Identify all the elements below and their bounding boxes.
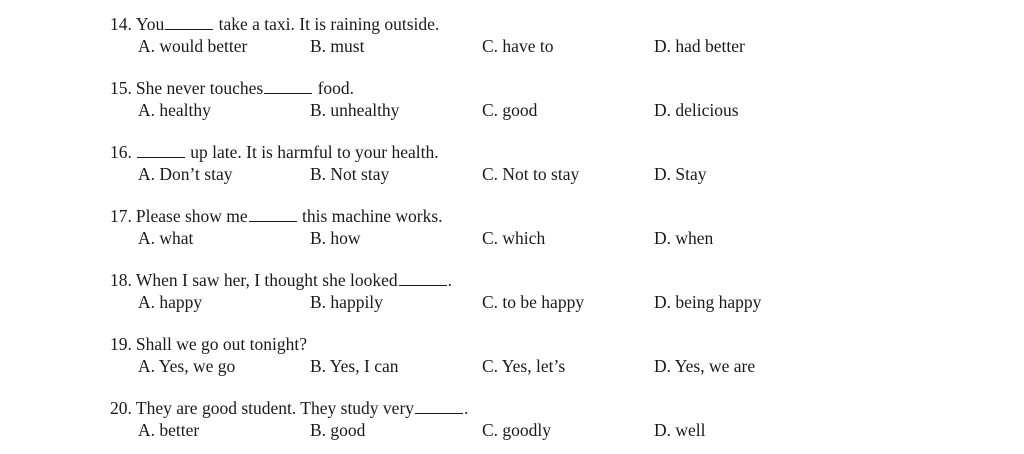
option-a: A. healthy: [138, 100, 211, 120]
stem-before-blank: They are good student. They study very: [135, 398, 415, 418]
option-d: D. delicious: [654, 100, 739, 120]
option-a: A. better: [138, 420, 200, 440]
option-c: C. goodly: [482, 420, 552, 440]
question-number: 20.: [110, 398, 132, 418]
question-stem: [110, 205, 443, 227]
stem-after-blank: this machine works.: [302, 206, 443, 226]
stem-before-blank: When I saw her, I thought she looked: [135, 270, 398, 290]
option-c: C. Not to stay: [482, 164, 580, 184]
question-15: [0, 77, 1024, 127]
option-b: B. must: [310, 36, 365, 56]
question-number: 17.: [110, 206, 132, 226]
stem-before-blank: Please show me: [135, 206, 248, 226]
option-b: B. unhealthy: [310, 100, 400, 120]
option-d: D. being happy: [654, 292, 762, 312]
option-a: A. Don’t stay: [138, 164, 233, 184]
answer-options: [0, 163, 1024, 187]
stem-after-blank: take a taxi. It is raining outside.: [218, 14, 440, 34]
answer-blank: [399, 269, 447, 286]
stem-before-blank: She never touches: [135, 78, 264, 98]
stem-text: Shall we go out tonight?: [135, 334, 307, 354]
question-stem: [110, 269, 452, 291]
answer-options: [0, 35, 1024, 59]
answer-blank: [165, 13, 213, 30]
question-number: 14.: [110, 14, 132, 34]
option-d: D. had better: [654, 36, 745, 56]
option-a: A. what: [138, 228, 194, 248]
option-c: C. good: [482, 100, 538, 120]
question-17: [0, 205, 1024, 255]
question-stem: [110, 141, 439, 163]
option-b: B. happily: [310, 292, 383, 312]
option-b: B. Yes, I can: [310, 356, 399, 376]
question-number: 16.: [110, 142, 132, 162]
option-d: D. when: [654, 228, 714, 248]
question-stem: [110, 13, 439, 35]
question-stem: [110, 397, 468, 419]
stem-after-blank: food.: [317, 78, 355, 98]
answer-blank: [415, 397, 463, 414]
option-b: B. how: [310, 228, 361, 248]
question-18: [0, 269, 1024, 319]
option-d: D. well: [654, 420, 706, 440]
option-d: D. Yes, we are: [654, 356, 756, 376]
question-number: 15.: [110, 78, 132, 98]
answer-blank: [137, 141, 185, 158]
question-14: [0, 13, 1024, 63]
option-b: B. Not stay: [310, 164, 390, 184]
option-c: C. Yes, let’s: [482, 356, 566, 376]
answer-blank: [249, 205, 297, 222]
question-number: 19.: [110, 334, 132, 354]
stem-after-blank: .: [447, 270, 452, 290]
stem-after-blank: up late. It is harmful to your health.: [190, 142, 439, 162]
answer-options: [0, 355, 1024, 379]
answer-options: [0, 419, 1024, 443]
option-a: A. happy: [138, 292, 203, 312]
option-c: C. have to: [482, 36, 554, 56]
question-number: 18.: [110, 270, 132, 290]
question-stem: [110, 333, 307, 355]
question-16: [0, 141, 1024, 191]
stem-after-blank: .: [464, 398, 469, 418]
answer-blank: [264, 77, 312, 94]
question-20: [0, 397, 1024, 447]
option-a: A. Yes, we go: [138, 356, 236, 376]
option-c: C. to be happy: [482, 292, 585, 312]
option-a: A. would better: [138, 36, 248, 56]
option-b: B. good: [310, 420, 366, 440]
option-d: D. Stay: [654, 164, 707, 184]
question-19: [0, 333, 1024, 383]
stem-before-blank: You: [135, 14, 165, 34]
option-c: C. which: [482, 228, 546, 248]
question-stem: [110, 77, 354, 99]
answer-options: [0, 227, 1024, 251]
answer-options: [0, 291, 1024, 315]
answer-options: [0, 99, 1024, 123]
